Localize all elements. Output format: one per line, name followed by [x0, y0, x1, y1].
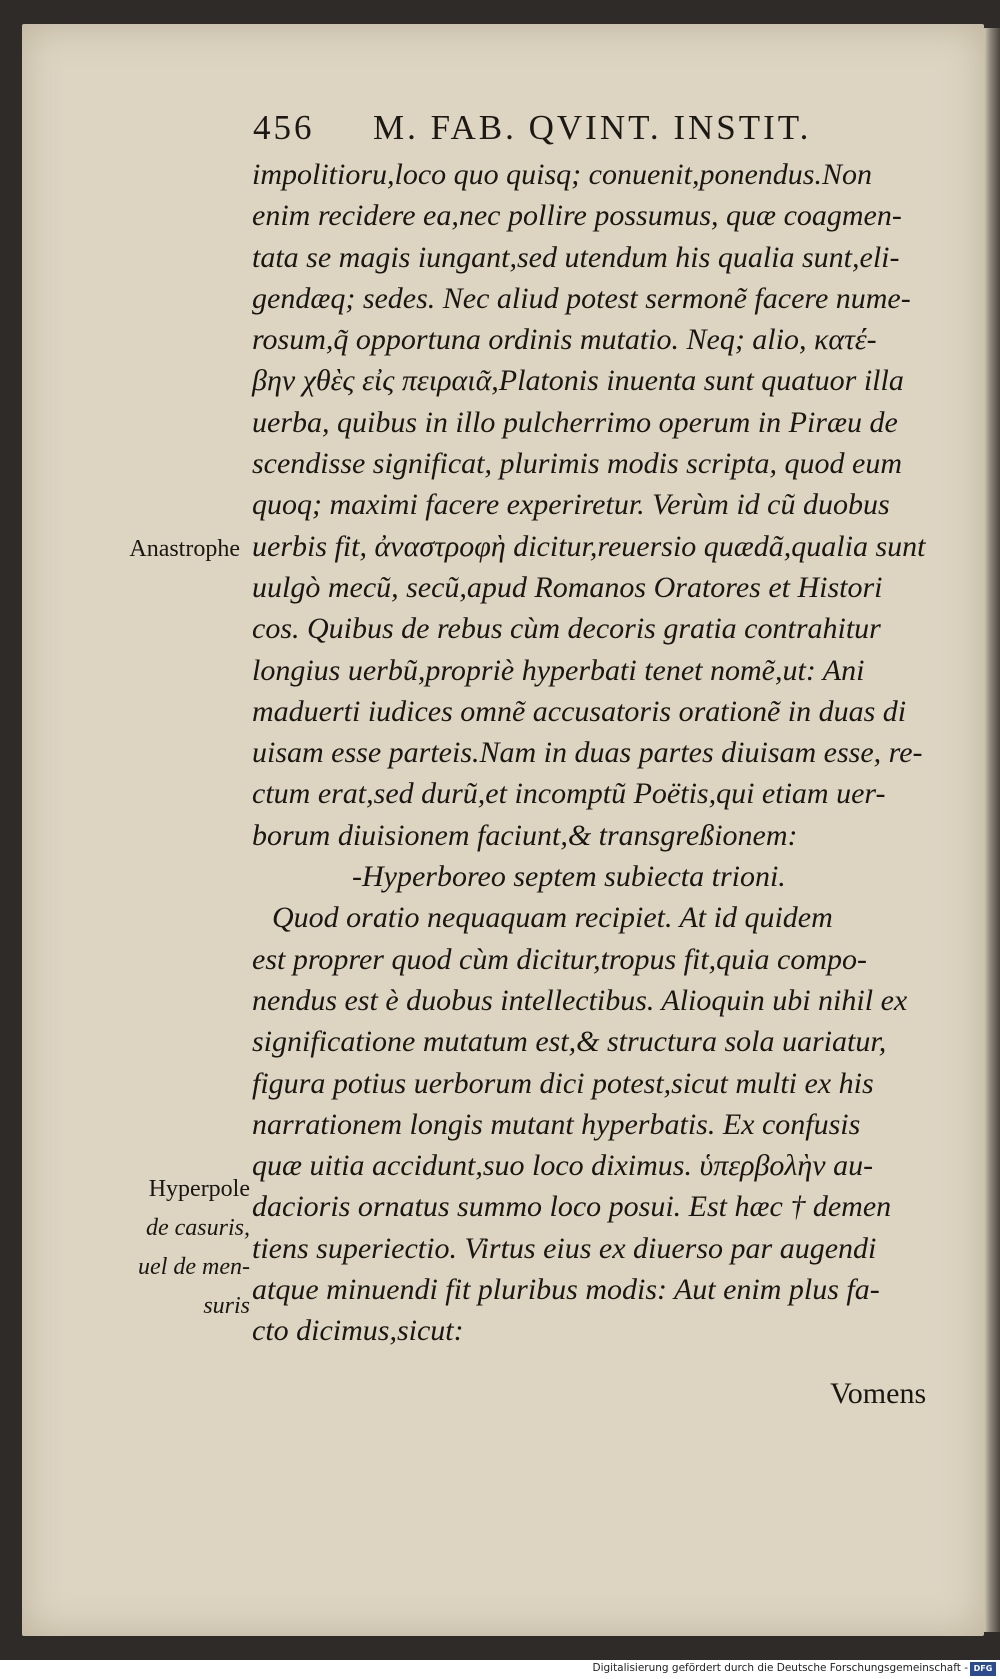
paragraph-start-line: Quod oratio nequaquam recipiet. At id quidem: [272, 901, 833, 935]
text-line: maduerti iudices omnẽ accusatoris orationẽ in duas di: [252, 694, 907, 728]
text-line: enim recidere ea,nec pollire possumus, quæ coagmen-: [252, 199, 902, 233]
text-line: tata se magis iungant,sed utendum his qualia sunt,eli-: [252, 240, 900, 274]
page-edge: [984, 28, 1000, 1632]
main-text-block: [252, 154, 962, 1352]
margin-note-anastrophe: Anastrophe: [129, 536, 240, 562]
margin-note-line: suris: [203, 1293, 250, 1319]
text-line: quoq; maximi facere experiretur. Verùm id cũ duobus: [252, 488, 890, 522]
text-line: quæ uitia accidunt,suo loco diximus. ὑπερβολὴν au-: [252, 1149, 874, 1183]
margin-note-hyperbole: [100, 1170, 250, 1326]
running-header: [253, 108, 893, 154]
text-line: significatione mutatum est,& structura sola uariatur,: [252, 1025, 887, 1059]
text-line: figura potius uerborum dici potest,sicut multi ex his: [252, 1066, 874, 1100]
text-line: est proprer quod cùm dicitur,tropus fit,quia compo-: [252, 942, 867, 976]
text-line: scendisse significat, plurimis modis scripta, quod eum: [252, 447, 902, 481]
running-title: M. FAB. QVINT. INSTIT.: [373, 108, 812, 147]
text-line: tiens superiectio. Virtus eius ex diuerso par augendi: [252, 1231, 877, 1265]
catchword: Vomens: [830, 1377, 927, 1410]
margin-note-line: de casuris,: [146, 1215, 250, 1241]
text-line: atque minuendi fit pluribus modis: Aut enim plus fa-: [252, 1273, 880, 1307]
text-line: rosum,q̃ opportuna ordinis mutatio. Neq; alio, κατέ-: [252, 323, 877, 357]
text-line: narrationem longis mutant hyperbatis. Ex confusis: [252, 1107, 861, 1141]
text-line: cto dicimus,sicut:: [252, 1314, 464, 1348]
text-line: βην χθὲς εἰς πειραιᾶ,Platonis inuenta sunt quatuor illa: [252, 364, 904, 398]
text-line: dacioris ornatus summo loco posui. Est hæc † demen: [252, 1190, 892, 1224]
text-line: uerbis fit, ἀναστροφὴ dicitur,reuersio quædã,qualia sunt: [252, 529, 926, 563]
text-line: uisam esse parteis.Nam in duas partes diuisam esse, re-: [252, 736, 923, 770]
page-number: 456: [253, 108, 315, 147]
text-line: cos. Quibus de rebus cùm decoris gratia contrahitur: [252, 612, 881, 646]
text-line: uerba, quibus in illo pulcherrimo operum in Piræu de: [252, 405, 898, 439]
margin-note-line: Hyperpole: [148, 1176, 250, 1202]
text-line: nendus est è duobus intellectibus. Alioquin ubi nihil ex: [252, 983, 908, 1017]
text-line: ctum erat,sed durũ,et incomptũ Poëtis,qui etiam uer-: [252, 777, 886, 811]
text-line: impolitioru,loco quo quisq; conuenit,ponendus.Non: [252, 158, 872, 191]
text-line: borum diuisionem faciunt,& transgreßionem:: [252, 818, 798, 852]
margin-note-line: uel de men-: [138, 1254, 250, 1280]
verse-quotation: -Hyperboreo septem subiecta trioni.: [352, 860, 786, 894]
text-line: longius uerbũ,propriè hyperbati tenet nomẽ,ut: Ani: [252, 653, 865, 687]
text-line: gendæq; sedes. Nec aliud potest sermonẽ facere nume-: [252, 281, 911, 315]
text-line: uulgò mecũ, secũ,apud Romanos Oratores et Histori: [252, 570, 883, 604]
dfg-logo: DFG: [970, 1662, 996, 1676]
digitization-credit: Digitalisierung gefördert durch die Deutsche Forschungsgemeinschaft -: [592, 1662, 968, 1674]
